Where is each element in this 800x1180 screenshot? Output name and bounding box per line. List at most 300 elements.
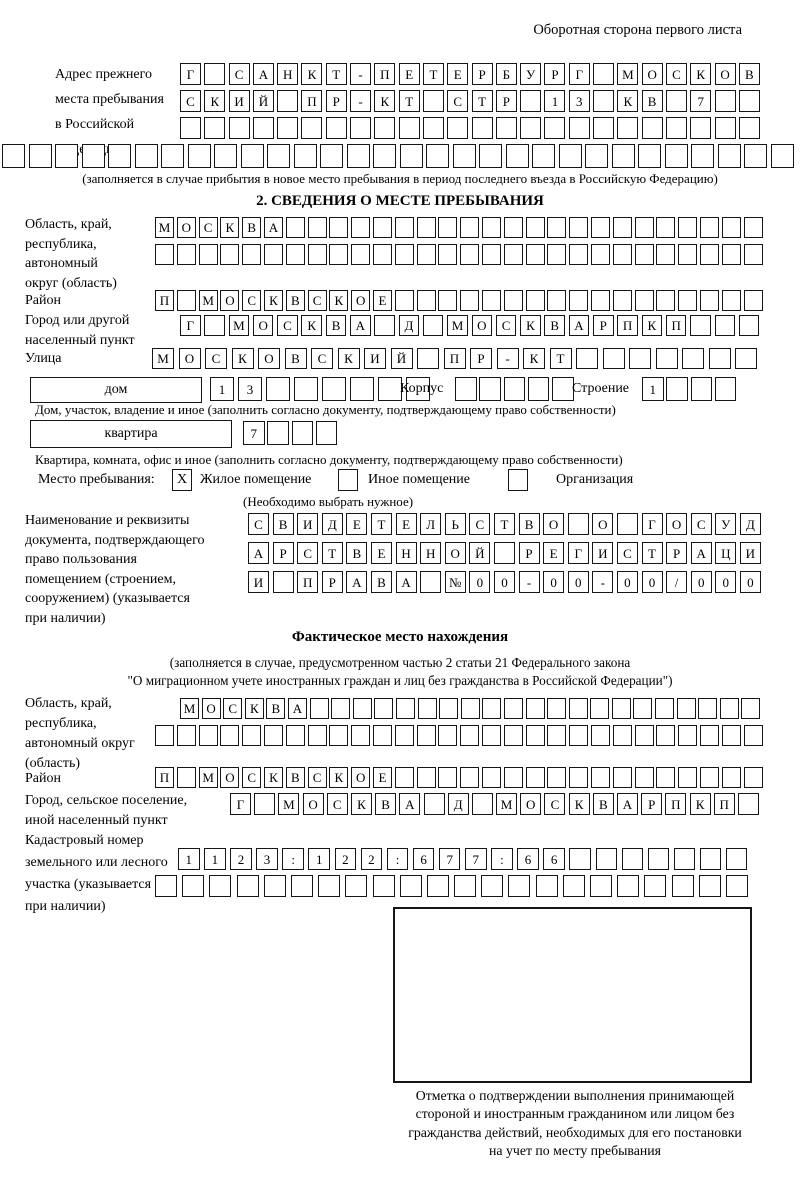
- char-cell: [253, 117, 274, 139]
- char-cell: 3: [569, 90, 590, 112]
- char-cell: С: [496, 315, 517, 336]
- char-cell: 2: [361, 848, 383, 870]
- char-cell: А: [346, 571, 367, 593]
- char-cell: С: [205, 348, 227, 369]
- char-cell: [699, 875, 721, 897]
- char-cell: [536, 875, 558, 897]
- char-cell: [460, 244, 479, 265]
- char-cell: А: [396, 571, 417, 593]
- char-cell: С: [308, 290, 327, 311]
- char-cell: [591, 767, 610, 788]
- char-cell: 1: [204, 848, 226, 870]
- char-cell: [520, 90, 541, 112]
- char-cell: Г: [568, 542, 589, 564]
- char-cell: П: [617, 315, 638, 336]
- char-cell: [635, 290, 654, 311]
- char-cell: [569, 698, 588, 719]
- char-cell: 1: [178, 848, 200, 870]
- char-cell: [292, 421, 314, 445]
- cell-row-fact-gorod: [230, 793, 759, 815]
- char-cell: -: [350, 90, 371, 112]
- char-cell: [569, 244, 588, 265]
- char-cell: Т: [322, 542, 343, 564]
- char-cell: Й: [253, 90, 274, 112]
- char-cell: [286, 725, 305, 746]
- actual-location-caption-1: (заполняется в случае, предусмотренном частью 2 статьи 21 Федерального закона: [169, 655, 631, 670]
- char-cell: [691, 144, 714, 168]
- char-cell: У: [715, 513, 736, 535]
- field-label-prev-address: Адрес прежнего места пребывания в Российской: [55, 67, 164, 132]
- char-cell: [482, 244, 501, 265]
- char-cell: [700, 244, 719, 265]
- char-cell: №: [445, 571, 466, 593]
- char-cell: [613, 767, 632, 788]
- char-cell: 6: [517, 848, 539, 870]
- char-cell: [320, 144, 343, 168]
- char-cell: 3: [238, 377, 262, 401]
- char-cell: [482, 217, 501, 238]
- char-cell: [395, 290, 414, 311]
- char-cell: [744, 244, 763, 265]
- char-cell: [715, 377, 737, 401]
- char-cell: [744, 767, 763, 788]
- char-cell: [739, 117, 760, 139]
- char-cell: [738, 793, 759, 815]
- char-cell: Д: [740, 513, 761, 535]
- char-cell: О: [666, 513, 687, 535]
- char-cell: [347, 144, 370, 168]
- char-cell: [374, 315, 395, 336]
- char-cell: [308, 244, 327, 265]
- char-cell: [301, 117, 322, 139]
- char-cell: К: [520, 315, 541, 336]
- char-cell: Д: [448, 793, 469, 815]
- char-cell: [612, 698, 631, 719]
- char-cell: [633, 698, 652, 719]
- char-cell: Т: [399, 90, 420, 112]
- char-cell: 2: [230, 848, 252, 870]
- section2-title: 2. СВЕДЕНИЯ О МЕСТЕ ПРЕБЫВАНИЯ: [256, 193, 544, 209]
- char-cell: Й: [469, 542, 490, 564]
- char-cell: 0: [494, 571, 515, 593]
- char-cell: [267, 144, 290, 168]
- char-cell: 0: [740, 571, 761, 593]
- char-cell: В: [544, 315, 565, 336]
- char-cell: [264, 244, 283, 265]
- char-cell: К: [690, 793, 711, 815]
- char-cell: О: [472, 315, 493, 336]
- char-cell: К: [329, 290, 348, 311]
- char-cell: [544, 117, 565, 139]
- char-cell: Е: [543, 542, 564, 564]
- char-cell: А: [617, 793, 638, 815]
- char-cell: [726, 875, 748, 897]
- char-cell: [294, 144, 317, 168]
- char-cell: [241, 144, 264, 168]
- char-cell: [559, 144, 582, 168]
- char-cell: [447, 117, 468, 139]
- char-cell: М: [617, 63, 638, 85]
- char-cell: Г: [180, 315, 201, 336]
- char-cell: Е: [396, 513, 417, 535]
- char-cell: [373, 244, 392, 265]
- char-cell: А: [399, 793, 420, 815]
- char-cell: Р: [544, 63, 565, 85]
- char-cell: [638, 144, 661, 168]
- char-cell: [331, 698, 350, 719]
- char-cell: [400, 875, 422, 897]
- char-cell: [417, 767, 436, 788]
- char-cell: 0: [469, 571, 490, 593]
- char-cell: [593, 63, 614, 85]
- char-cell: [678, 725, 697, 746]
- actual-location-caption-2: "О миграционном учете иностранных граждан и лиц без гражданства в Российской Федерации"): [127, 673, 673, 688]
- char-cell: С: [248, 513, 269, 535]
- char-cell: Т: [423, 63, 444, 85]
- char-cell: [718, 144, 741, 168]
- char-cell: [424, 793, 445, 815]
- char-cell: Е: [371, 542, 392, 564]
- cell-row-kadastr-1: [178, 848, 747, 870]
- char-cell: [373, 875, 395, 897]
- char-cell: [395, 244, 414, 265]
- char-cell: И: [229, 90, 250, 112]
- char-cell: [155, 875, 177, 897]
- char-cell: [504, 217, 523, 238]
- field-label-oblast: Область, край, республика, автономный округ (область): [25, 217, 117, 291]
- char-cell: [177, 244, 196, 265]
- char-cell: [373, 144, 396, 168]
- char-cell: С: [666, 63, 687, 85]
- char-cell: [423, 315, 444, 336]
- char-cell: [656, 244, 675, 265]
- char-cell: [635, 217, 654, 238]
- char-cell: -: [350, 63, 371, 85]
- char-cell: К: [523, 348, 545, 369]
- actual-location-title: Фактическое место нахождения: [291, 629, 509, 645]
- char-cell: [656, 725, 675, 746]
- char-cell: [526, 698, 545, 719]
- char-cell: Р: [273, 542, 294, 564]
- char-cell: [479, 144, 502, 168]
- char-cell: [351, 244, 370, 265]
- char-cell: Т: [472, 90, 493, 112]
- char-cell: [373, 725, 392, 746]
- char-cell: [547, 725, 566, 746]
- char-cell: [576, 348, 598, 369]
- field-label-fact-raion: Район: [25, 771, 61, 786]
- char-cell: С: [242, 767, 261, 788]
- char-cell: [700, 848, 722, 870]
- char-cell: Р: [519, 542, 540, 564]
- char-cell: [726, 848, 748, 870]
- char-cell: [353, 698, 372, 719]
- char-cell: [700, 217, 719, 238]
- char-cell: [591, 244, 610, 265]
- char-cell: [286, 244, 305, 265]
- char-cell: Е: [373, 767, 392, 788]
- char-cell: К: [329, 767, 348, 788]
- char-cell: [135, 144, 158, 168]
- char-cell: С: [277, 315, 298, 336]
- option-label-zhiloe: Жилое помещение: [200, 472, 312, 487]
- char-cell: [569, 767, 588, 788]
- char-cell: М: [199, 767, 218, 788]
- char-cell: [209, 875, 231, 897]
- char-cell: А: [248, 542, 269, 564]
- char-cell: [722, 290, 741, 311]
- char-cell: Г: [569, 63, 590, 85]
- char-cell: В: [346, 542, 367, 564]
- char-cell: -: [519, 571, 540, 593]
- char-cell: О: [303, 793, 324, 815]
- char-cell: К: [569, 793, 590, 815]
- char-cell: М: [155, 217, 174, 238]
- char-cell: [482, 767, 501, 788]
- char-cell: Р: [470, 348, 492, 369]
- char-cell: [590, 698, 609, 719]
- char-cell: О: [543, 513, 564, 535]
- char-cell: [613, 290, 632, 311]
- char-cell: Г: [230, 793, 251, 815]
- cell-row-gorod: [180, 315, 759, 336]
- char-cell: [715, 90, 736, 112]
- cell-row-prev-address-1: [180, 63, 760, 85]
- char-cell: [329, 217, 348, 238]
- char-cell: [188, 144, 211, 168]
- char-cell: :: [491, 848, 513, 870]
- char-cell: [526, 767, 545, 788]
- char-cell: С: [242, 290, 261, 311]
- char-cell: [400, 144, 423, 168]
- char-cell: [532, 144, 555, 168]
- char-cell: [672, 875, 694, 897]
- char-cell: [481, 875, 503, 897]
- char-cell: А: [288, 698, 307, 719]
- char-cell: [242, 244, 261, 265]
- char-cell: [674, 848, 696, 870]
- caption-prev-address: (заполняется в случае прибытия в новое место пребывания в период последнего въезда в Российскую Федерацию): [82, 171, 718, 186]
- cell-row-dom: [210, 377, 430, 401]
- char-cell: С: [223, 698, 242, 719]
- char-cell: Д: [322, 513, 343, 535]
- char-cell: [438, 217, 457, 238]
- char-cell: П: [297, 571, 318, 593]
- char-cell: [220, 244, 239, 265]
- char-cell: [720, 698, 739, 719]
- char-cell: [666, 90, 687, 112]
- char-cell: О: [351, 290, 370, 311]
- char-cell: [177, 290, 196, 311]
- char-cell: [585, 144, 608, 168]
- char-cell: С: [617, 542, 638, 564]
- checkbox-inoe-pomeshchenie: [338, 469, 358, 491]
- char-cell: [678, 290, 697, 311]
- char-cell: [454, 875, 476, 897]
- char-cell: [350, 117, 371, 139]
- char-cell: [739, 315, 760, 336]
- char-cell: Г: [180, 63, 201, 85]
- char-cell: 0: [543, 571, 564, 593]
- char-cell: [547, 244, 566, 265]
- char-cell: /: [666, 571, 687, 593]
- char-cell: С: [229, 63, 250, 85]
- char-cell: [526, 217, 545, 238]
- checkbox-organizatsiya: [508, 469, 528, 491]
- char-cell: [266, 377, 290, 401]
- char-cell: [329, 725, 348, 746]
- char-cell: [504, 698, 523, 719]
- field-label-document: Наименование и реквизиты документа, подтверждающего право пользования помещением (строением, сооружением) (указывается при наличии): [25, 513, 205, 626]
- char-cell: [603, 348, 625, 369]
- cell-row-document-2: [248, 542, 761, 564]
- char-cell: [277, 117, 298, 139]
- char-cell: [709, 348, 731, 369]
- placement-label: Место пребывания:: [38, 472, 155, 487]
- char-cell: О: [520, 793, 541, 815]
- char-cell: Н: [277, 63, 298, 85]
- cell-row-fact-oblast-2: [155, 725, 763, 746]
- char-cell: [460, 217, 479, 238]
- char-cell: [417, 725, 436, 746]
- char-cell: П: [665, 793, 686, 815]
- char-cell: [395, 217, 414, 238]
- char-cell: [155, 244, 174, 265]
- char-cell: О: [258, 348, 280, 369]
- char-cell: 0: [691, 571, 712, 593]
- char-cell: 3: [256, 848, 278, 870]
- char-cell: [155, 725, 174, 746]
- char-cell: [229, 117, 250, 139]
- char-cell: [423, 90, 444, 112]
- char-cell: [2, 144, 25, 168]
- field-label-kadastr: Кадастровый номер земельного или лесного участка (указывается при наличии): [25, 833, 168, 914]
- char-cell: К: [245, 698, 264, 719]
- char-cell: Е: [373, 290, 392, 311]
- char-cell: [526, 244, 545, 265]
- char-cell: [644, 875, 666, 897]
- char-cell: Р: [496, 90, 517, 112]
- char-cell: М: [278, 793, 299, 815]
- char-cell: [744, 290, 763, 311]
- char-cell: [472, 117, 493, 139]
- char-cell: О: [445, 542, 466, 564]
- char-cell: 0: [617, 571, 638, 593]
- char-cell: Р: [666, 542, 687, 564]
- char-cell: [373, 217, 392, 238]
- cell-row-document-1: [248, 513, 761, 535]
- cell-row-oblast-2: [155, 244, 763, 265]
- char-cell: [593, 117, 614, 139]
- char-cell: П: [714, 793, 735, 815]
- char-cell: [569, 117, 590, 139]
- char-cell: [417, 217, 436, 238]
- char-cell: А: [253, 63, 274, 85]
- char-cell: [648, 848, 670, 870]
- char-cell: [722, 217, 741, 238]
- char-cell: 2: [335, 848, 357, 870]
- char-cell: Д: [399, 315, 420, 336]
- char-cell: С: [308, 767, 327, 788]
- char-cell: [700, 725, 719, 746]
- char-cell: А: [264, 217, 283, 238]
- char-cell: В: [286, 767, 305, 788]
- char-cell: [547, 290, 566, 311]
- char-cell: Р: [593, 315, 614, 336]
- char-cell: [417, 348, 439, 369]
- char-cell: П: [155, 290, 174, 311]
- char-cell: [461, 698, 480, 719]
- char-cell: О: [177, 217, 196, 238]
- char-cell: В: [326, 315, 347, 336]
- char-cell: [698, 698, 717, 719]
- char-cell: [55, 144, 78, 168]
- char-cell: 6: [413, 848, 435, 870]
- char-cell: [506, 144, 529, 168]
- char-cell: [700, 290, 719, 311]
- char-cell: [700, 767, 719, 788]
- char-cell: К: [351, 793, 372, 815]
- char-cell: [29, 144, 52, 168]
- char-cell: [722, 767, 741, 788]
- char-cell: [569, 725, 588, 746]
- char-cell: [568, 513, 589, 535]
- char-cell: [182, 875, 204, 897]
- char-cell: [220, 725, 239, 746]
- char-cell: [666, 377, 688, 401]
- char-cell: [482, 290, 501, 311]
- char-cell: [453, 144, 476, 168]
- field-label-fact-oblast: Область, край, республика, автономный округ (область): [25, 696, 135, 771]
- char-cell: [267, 421, 289, 445]
- char-cell: [108, 144, 131, 168]
- char-cell: [635, 725, 654, 746]
- cell-row-fact-oblast-1: [180, 698, 760, 719]
- char-cell: О: [715, 63, 736, 85]
- char-cell: [396, 698, 415, 719]
- char-cell: Ь: [445, 513, 466, 535]
- char-cell: С: [297, 542, 318, 564]
- char-cell: [622, 848, 644, 870]
- char-cell: [460, 767, 479, 788]
- char-cell: [771, 144, 794, 168]
- char-cell: 0: [715, 571, 736, 593]
- char-cell: И: [592, 542, 613, 564]
- char-cell: О: [642, 63, 663, 85]
- char-cell: 1: [210, 377, 234, 401]
- char-cell: [526, 290, 545, 311]
- caption-kvartira: Квартира, комната, офис и иное (заполнить согласно документу, подтверждающему право собственности): [35, 452, 623, 467]
- char-cell: В: [273, 513, 294, 535]
- char-cell: [656, 767, 675, 788]
- char-cell: Н: [396, 542, 417, 564]
- char-cell: [286, 217, 305, 238]
- char-cell: М: [496, 793, 517, 815]
- char-cell: В: [593, 793, 614, 815]
- char-cell: [744, 725, 763, 746]
- char-cell: К: [264, 767, 283, 788]
- char-cell: [547, 698, 566, 719]
- char-cell: [569, 217, 588, 238]
- char-cell: [204, 117, 225, 139]
- char-cell: 0: [568, 571, 589, 593]
- char-cell: [242, 725, 261, 746]
- char-cell: А: [350, 315, 371, 336]
- char-cell: Ц: [715, 542, 736, 564]
- char-cell: [438, 290, 457, 311]
- char-cell: [629, 348, 651, 369]
- char-cell: К: [374, 90, 395, 112]
